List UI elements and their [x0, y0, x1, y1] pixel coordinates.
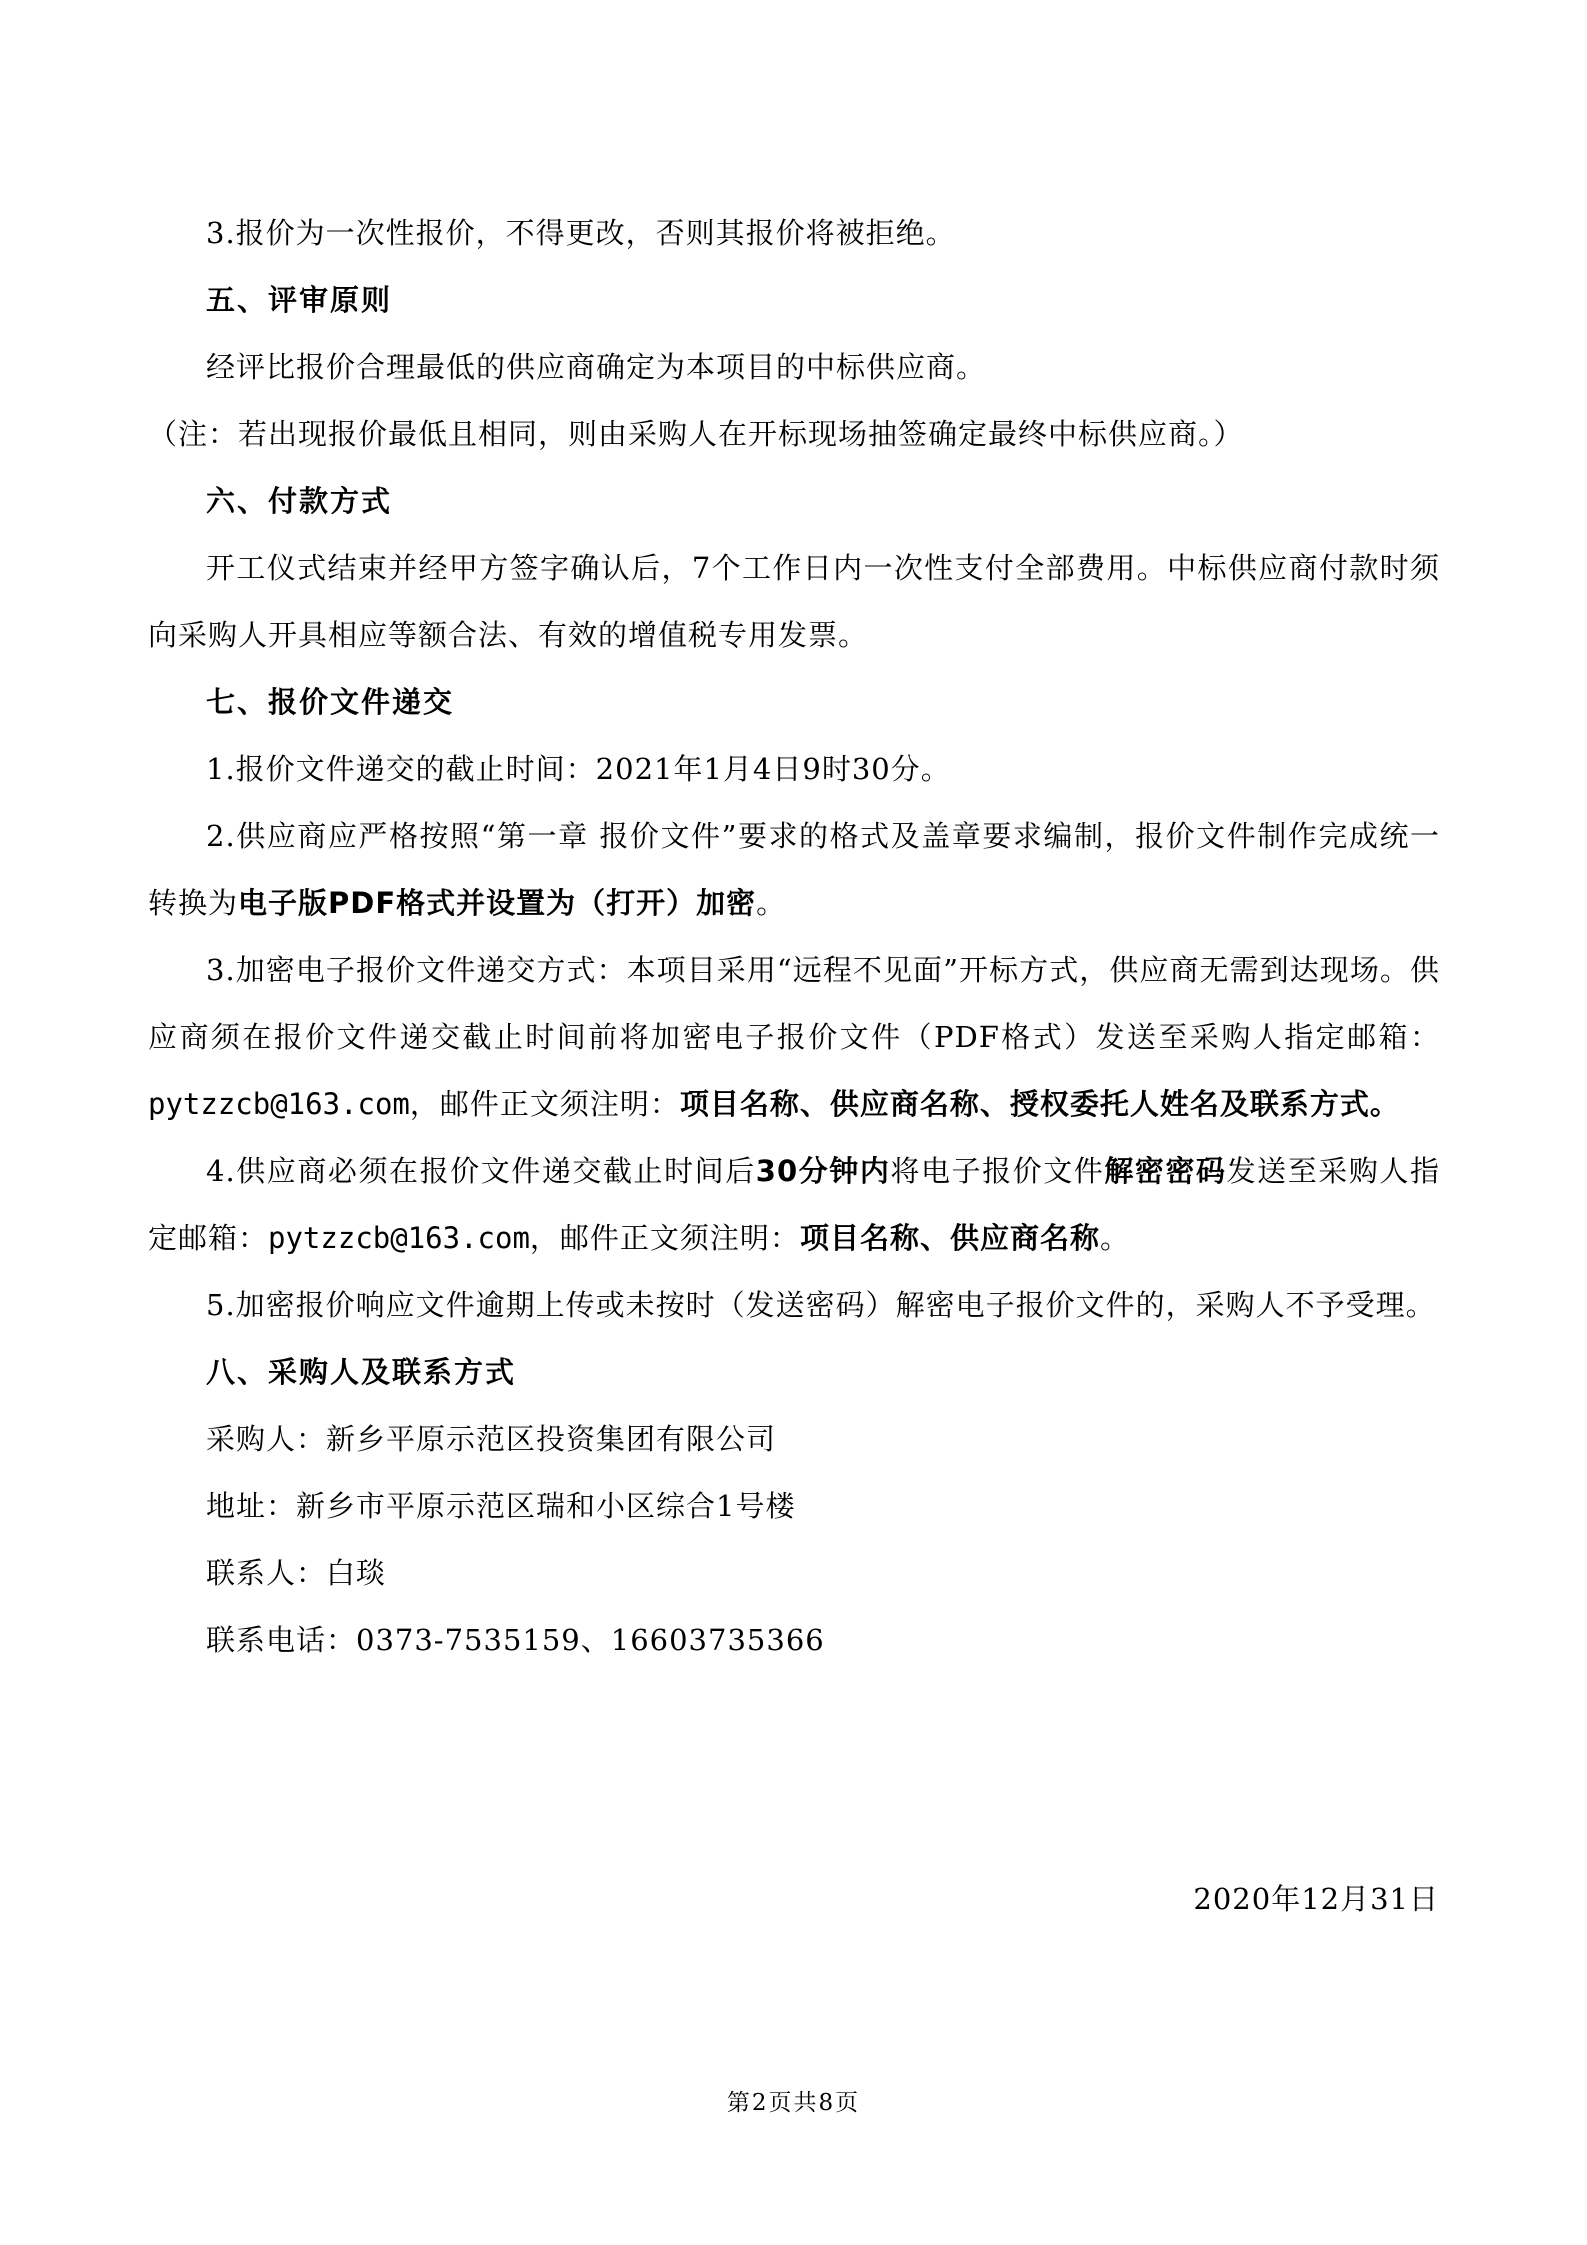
page-footer: 第2页共8页	[726, 2090, 861, 2116]
submission-method-note: ，邮件正文须注明：	[409, 1087, 680, 1121]
submission-format	[148, 803, 1440, 937]
contact-person: 联系人：白琰	[206, 1556, 387, 1590]
submission-deadline: 1.报价文件递交的截止时间：2021年1月4日9时30分。	[206, 752, 951, 786]
section-5-heading: 五、评审原则	[206, 283, 393, 317]
password-text-end: 。	[1099, 1221, 1130, 1255]
evaluation-principle: 经评比报价合理最低的供应商确定为本项目的中标供应商。	[206, 350, 987, 384]
late-submission-rule: 5.加密报价响应文件逾期上传或未按时（发送密码）解密电子报价文件的，采购人不予受理。	[206, 1288, 1436, 1322]
section-6-heading: 六、付款方式	[206, 484, 393, 518]
submission-format-bold: 电子版PDF格式并设置为（打开）加密	[238, 886, 757, 920]
password-decrypt-label: 解密密码	[1104, 1154, 1227, 1188]
password-text-4: ，邮件正文须注明：	[529, 1221, 800, 1255]
document-date: 2020年12月31日	[1193, 1882, 1439, 1916]
submission-method	[148, 937, 1440, 1138]
payment-terms: 开工仪式结束并经甲方签字确认后，7个工作日内一次性支付全部费用。中标供应商付款时须向采购人开具相应等额合法、有效的增值税专用发票。	[148, 551, 1440, 652]
section-7-heading: 七、报价文件递交	[206, 685, 455, 719]
password-submission	[148, 1138, 1440, 1272]
submission-email: pytzzcb@163.com	[148, 1087, 410, 1121]
submission-method-text: 3.加密电子报价文件递交方式：本项目采用“远程不见面”开标方式，供应商无需到达现场。供应商须在报价文件递交截止时间前将加密电子报价文件（PDF格式）发送至采购人指定邮箱：	[148, 953, 1440, 1054]
evaluation-note: （注：若出现报价最低且相同，则由采购人在开标现场抽签确定最终中标供应商。）	[148, 417, 1244, 451]
purchaser-name: 采购人：新乡平原示范区投资集团有限公司	[206, 1422, 777, 1456]
contact-phone: 联系电话：0373-7535159、16603735366	[206, 1623, 825, 1657]
password-bold-note: 项目名称、供应商名称	[799, 1221, 1100, 1255]
password-time-limit: 30分钟内	[755, 1154, 891, 1188]
submission-method-bold: 项目名称、供应商名称、授权委托人姓名及联系方式。	[679, 1087, 1400, 1121]
password-text-2: 将电子报价文件	[890, 1154, 1105, 1188]
submission-format-end: 。	[756, 886, 787, 920]
section-8-heading: 八、采购人及联系方式	[206, 1355, 517, 1389]
clause-3-one-time-quote: 3.报价为一次性报价，不得更改，否则其报价将被拒绝。	[206, 216, 956, 250]
purchaser-address: 地址：新乡市平原示范区瑞和小区综合1号楼	[206, 1489, 796, 1523]
password-text-3: 发送至采购人指定邮箱：	[148, 1154, 1440, 1255]
submission-format-text: 2.供应商应严格按照“第一章 报价文件”要求的格式及盖章要求编制，报价文件制作完成统一转换为	[148, 819, 1440, 920]
password-email: pytzzcb@163.com	[268, 1221, 530, 1255]
document-body	[148, 200, 1440, 1674]
password-text-1: 4.供应商必须在报价文件递交截止时间后	[206, 1154, 756, 1188]
